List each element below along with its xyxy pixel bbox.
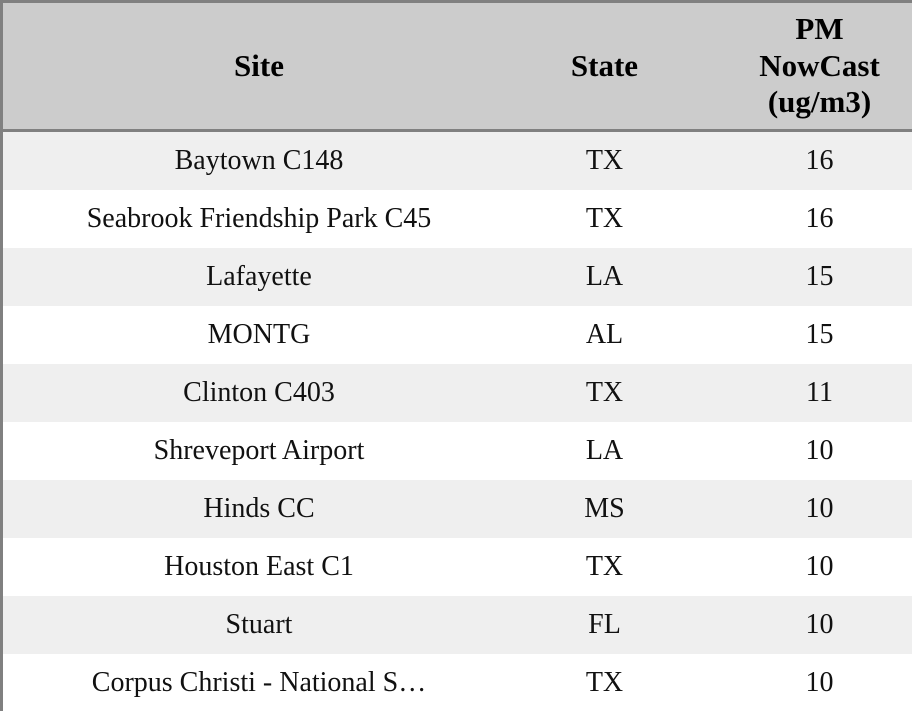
table-row: [3, 190, 912, 248]
cell-site: Houston East C1: [164, 550, 354, 582]
cell-pm-nowcast: 10: [805, 492, 834, 524]
cell-state: LA: [585, 260, 624, 292]
table-row: [3, 306, 912, 364]
table-row: [3, 654, 912, 712]
column-header-state: [515, 3, 694, 130]
cell-state: FL: [588, 608, 621, 640]
table-body: [3, 130, 912, 712]
cell-site: Lafayette: [206, 260, 312, 292]
cell-state: MS: [584, 492, 625, 524]
cell-state: TX: [585, 202, 624, 234]
cell-site: Corpus Christi - National S…: [91, 666, 427, 698]
column-header-pm-nowcast-line1: PM: [795, 11, 844, 46]
cell-pm-nowcast: 11: [806, 376, 833, 408]
air-quality-table: [3, 3, 912, 712]
cell-pm-nowcast: 10: [805, 666, 834, 698]
cell-state: TX: [585, 144, 624, 176]
cell-pm-nowcast: 15: [805, 318, 834, 350]
cell-state: TX: [585, 550, 624, 582]
cell-pm-nowcast: 10: [805, 434, 834, 466]
cell-site: Baytown C148: [174, 144, 344, 176]
column-header-pm-nowcast-line2: NowCast: [759, 47, 880, 83]
table-row: [3, 364, 912, 422]
table-row: [3, 538, 912, 596]
cell-state: TX: [585, 666, 624, 698]
column-header-pm-nowcast: [694, 3, 912, 130]
table-row: [3, 130, 912, 190]
table-row: [3, 248, 912, 306]
cell-pm-nowcast: 10: [805, 608, 834, 640]
cell-site: Hinds CC: [203, 492, 315, 524]
column-header-site: [3, 3, 515, 130]
cell-state: LA: [585, 434, 624, 466]
table-row: [3, 422, 912, 480]
cell-site: MONTG: [207, 318, 311, 350]
cell-site: Shreveport Airport: [153, 434, 365, 466]
cell-state: AL: [585, 318, 624, 350]
cell-site: Clinton C403: [183, 376, 335, 408]
table-row: [3, 596, 912, 654]
cell-state: TX: [585, 376, 624, 408]
column-header-pm-nowcast-line3: (ug/m3): [767, 84, 872, 120]
table-header: [3, 3, 912, 130]
cell-pm-nowcast: 10: [805, 550, 834, 582]
cell-pm-nowcast: 16: [805, 144, 834, 176]
table-header-row: [3, 3, 912, 130]
column-header-site-label: Site: [234, 47, 284, 83]
cell-pm-nowcast: 16: [805, 202, 834, 234]
cell-site: Seabrook Friendship Park C45: [86, 202, 432, 234]
cell-site: Stuart: [225, 608, 293, 640]
table-row: [3, 480, 912, 538]
column-header-state-label: State: [570, 47, 639, 83]
cell-pm-nowcast: 15: [805, 260, 834, 292]
